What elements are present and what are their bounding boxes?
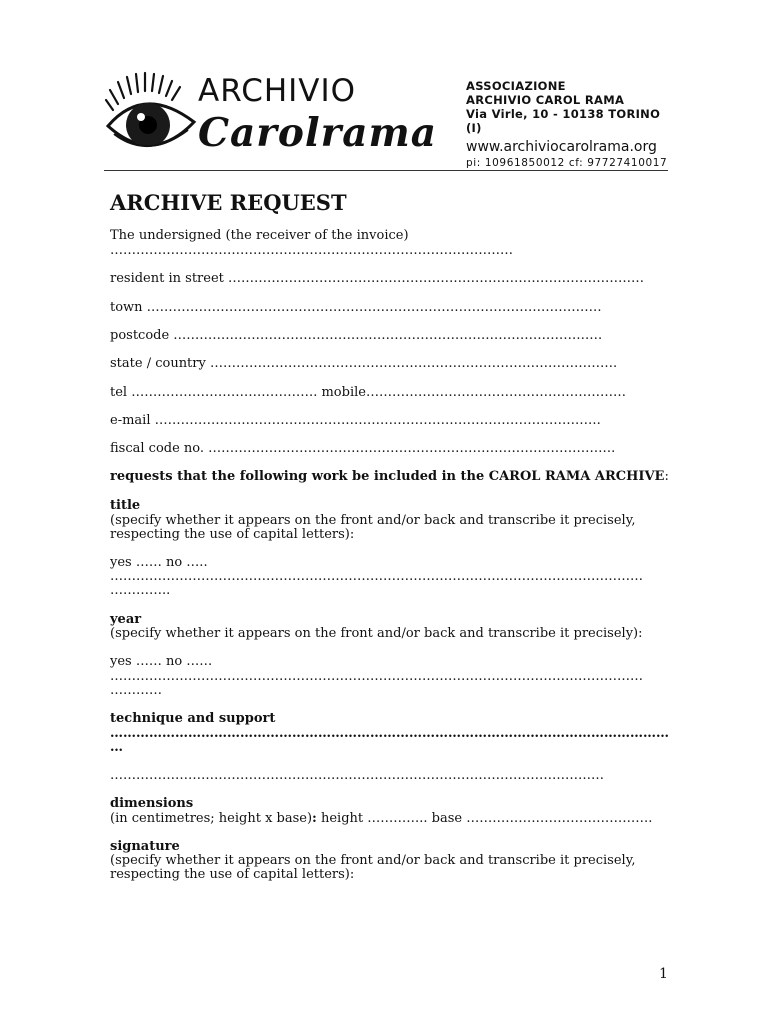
assoc-address-line: Via Virle, 10 - 10138 TORINO (I): [466, 107, 661, 135]
technique-field[interactable]: …………………………………………………………………………………………………………………: [110, 726, 669, 741]
title-yes-no-field[interactable]: yes …… no …..: [110, 555, 208, 570]
undersigned-field[interactable]: …………………………………………………………………………………: [110, 243, 513, 258]
dimensions-note: (in centimetres; height x base): [110, 811, 313, 826]
title-note-line-2: respecting the use of capital letters):: [110, 527, 355, 542]
title-note-line-1: (specify whether it appears on the front and/or back and transcribe it precisely,: [110, 513, 636, 528]
year-text-field-cont[interactable]: …………: [110, 683, 162, 698]
page-title: ARCHIVE REQUEST: [110, 190, 347, 215]
year-yes-no-field[interactable]: yes …… no ……: [110, 654, 213, 669]
logo-archivio-text: ARCHIVIO: [198, 73, 357, 109]
resident-field[interactable]: resident in street ……………………………………………………………………………………: [110, 271, 644, 286]
technique-field-cont[interactable]: …: [110, 740, 123, 755]
technique-field-extra[interactable]: ……………………………………………………………………………………………………: [110, 768, 604, 783]
signature-section-label: signature: [110, 839, 180, 854]
logo-carolrama-text: Carolrama: [198, 110, 438, 156]
title-text-field[interactable]: ……………………………………………………………………………………………………………: [110, 569, 643, 584]
letterhead: [104, 66, 668, 170]
request-statement-colon: :: [664, 469, 669, 484]
assoc-line-2: ARCHIVIO CAROL RAMA: [466, 93, 625, 107]
dimensions-field[interactable]: [110, 811, 652, 826]
year-text-field[interactable]: ……………………………………………………………………………………………………………: [110, 669, 643, 684]
eye-logo-icon: [104, 70, 198, 164]
undersigned-label: The undersigned (the receiver of the invoice): [110, 228, 409, 243]
signature-note-line-1: (specify whether it appears on the front and/or back and transcribe it precisely,: [110, 853, 636, 868]
website-text: www.archiviocarolrama.org: [466, 139, 657, 155]
year-section-label: year: [110, 612, 142, 627]
signature-note-line-2: respecting the use of capital letters):: [110, 867, 355, 882]
request-statement-bold: requests that the following work be included in the CAROL RAMA ARCHIVE: [110, 469, 665, 484]
state-country-field[interactable]: state / country ………………………………………………………………………………….: [110, 356, 618, 371]
title-section-label: title: [110, 498, 141, 513]
tel-mobile-field[interactable]: tel ……………………………………. mobile……………………………………………………: [110, 385, 626, 400]
town-field[interactable]: town ……………………………………………………………………………………………: [110, 300, 602, 315]
request-statement: [110, 469, 669, 484]
dimensions-section-label: dimensions: [110, 796, 194, 811]
dimensions-colon: :: [312, 811, 317, 826]
fiscal-ids-text: pi: 10961850012 cf: 97727410017: [466, 157, 668, 169]
year-note: (specify whether it appears on the front and/or back and transcribe it precisely):: [110, 626, 643, 641]
association-address: [466, 79, 668, 171]
assoc-line-1: ASSOCIAZIONE: [466, 79, 566, 93]
header-divider: [104, 170, 668, 171]
page-number: 1: [659, 966, 668, 982]
email-field[interactable]: e-mail ………………………………………………………………………………………….: [110, 413, 601, 428]
brand-logo: [198, 73, 437, 155]
technique-section-label: technique and support: [110, 711, 276, 726]
title-text-field-cont[interactable]: …………..: [110, 583, 171, 598]
postcode-field[interactable]: postcode ………………………………………………………………………………………: [110, 328, 603, 343]
fiscal-code-field[interactable]: fiscal code no. ………………………………………………………………………………….: [110, 441, 616, 456]
dimensions-height-base[interactable]: height ………….. base …………………………………….: [316, 811, 653, 826]
